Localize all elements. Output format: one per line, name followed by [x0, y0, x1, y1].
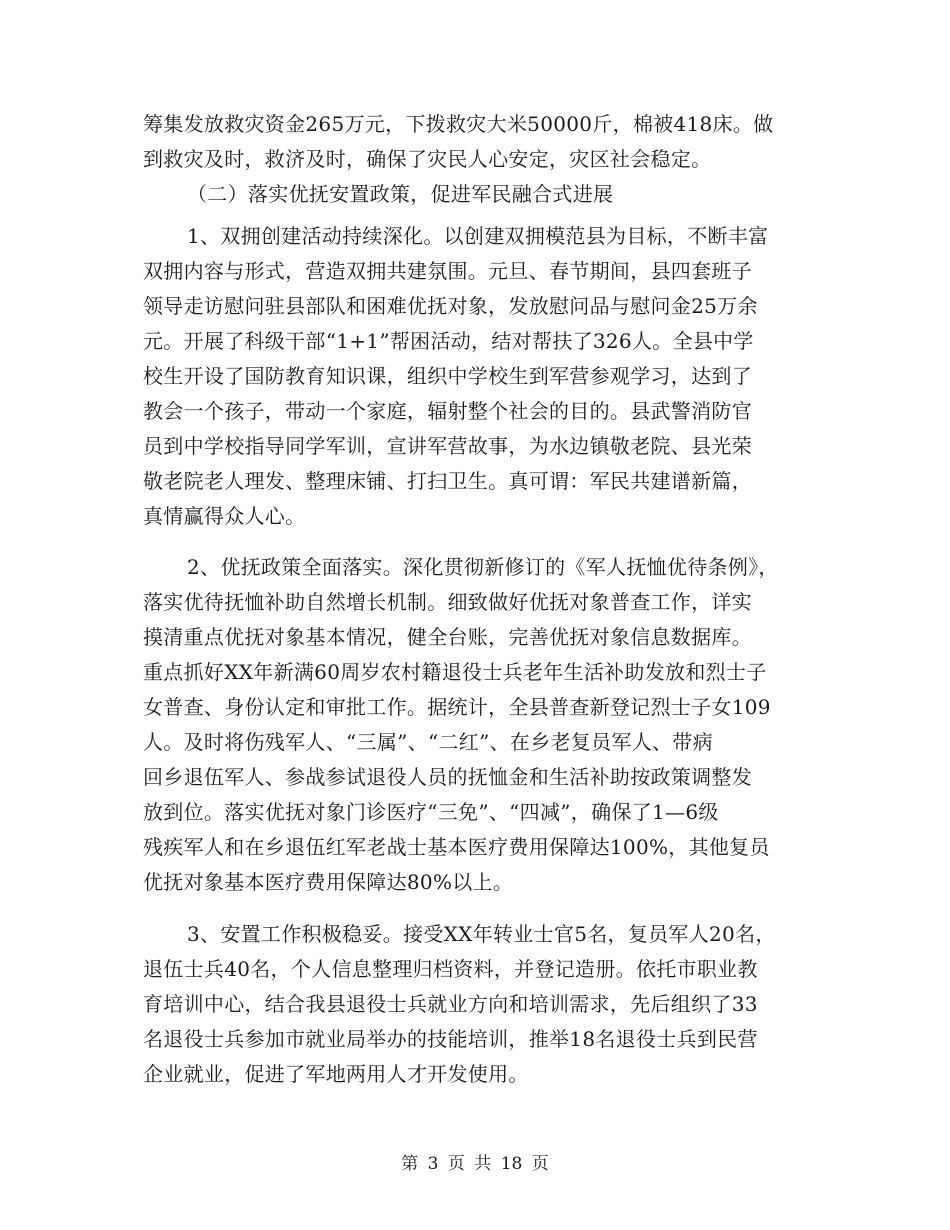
text-line: 育培训中心，结合我县退役士兵就业方向和培训需求，先后组织了33: [143, 992, 758, 1016]
text-line: 元。开展了科级干部“1+1”帮困活动，结对帮扶了326人。全县中学: [143, 329, 754, 353]
text-line: 摸清重点优抚对象基本情况，健全台账，完善优抚对象信息数据库。: [143, 625, 752, 649]
text-line: 放到位。落实优抚对象门诊医疗“三免”、“四减”，确保了1—6级: [143, 800, 719, 824]
text-line: 双拥内容与形式，营造双拥共建氛围。元旦、春节期间，县四套班子: [143, 259, 752, 283]
paragraph-start: 3、安置工作积极稳妥。接受XX年转业士官5名，复员军人20名，: [187, 922, 776, 946]
text-line: 敬老院老人理发、整理床铺、打扫卫生。真可谓：军民共建谱新篇，: [143, 469, 752, 493]
text-line: 女普查、身份认定和审批工作。据统计，全县普查新登记烈士子女109: [143, 695, 771, 719]
text-line: 真情赢得众人心。: [143, 504, 306, 528]
text-line: 员到中学校指导同学军训，宣讲军营故事，为水边镇敬老院、县光荣: [143, 434, 752, 458]
text-line: 企业就业，促进了军地两用人才开发使用。: [143, 1062, 529, 1086]
text-line: 优抚对象基本医疗费用保障达80%以上。: [143, 870, 514, 894]
text-line: 名退役士兵参加市就业局举办的技能培训，推举18名退役士兵到民营: [143, 1027, 758, 1051]
text-line: 落实优待抚恤补助自然增长机制。细致做好优抚对象普查工作，详实: [143, 590, 752, 614]
text-line: 校生开设了国防教育知识课，组织中学校生到军营参观学习，达到了: [143, 364, 752, 388]
page-number-footer: 第 3 页 共 18 页: [401, 1154, 549, 1174]
text-line: 领导走访慰问驻县部队和困难优抚对象，发放慰问品与慰问金25万余: [143, 294, 758, 318]
text-line: 人。及时将伤残军人、“三属”、“二红”、在乡老复员军人、带病: [143, 730, 713, 754]
section-heading: （二）落实优抚安置政策，促进军民融合式进展: [187, 182, 614, 206]
paragraph-start: 1、双拥创建活动持续深化。以创建双拥模范县为目标，不断丰富: [187, 224, 769, 248]
text-line: 重点抓好XX年新满60周岁农村籍退役士兵老年生活补助发放和烈士子: [143, 660, 767, 684]
text-line: 筹集发放救灾资金265万元，下拨救灾大米50000斤，棉被418床。做: [143, 112, 774, 136]
paragraph-start: 2、优抚政策全面落实。深化贯彻新修订的《军人抚恤优待条例》，: [187, 555, 779, 579]
text-line: 残疾军人和在乡退伍红军老战士基本医疗费用保障达100%，其他复员: [143, 835, 770, 859]
text-line: 退伍士兵40名，个人信息整理归档资料，并登记造册。依托市职业教: [143, 957, 758, 981]
text-line: 回乡退伍军人、参战参试退役人员的抚恤金和生活补助按政策调整发: [143, 765, 752, 789]
text-line: 到救灾及时，救济及时，确保了灾民人心安定，灾区社会稳定。: [143, 147, 712, 171]
text-line: 教会一个孩子，带动一个家庭，辐射整个社会的目的。县武警消防官: [143, 399, 752, 423]
